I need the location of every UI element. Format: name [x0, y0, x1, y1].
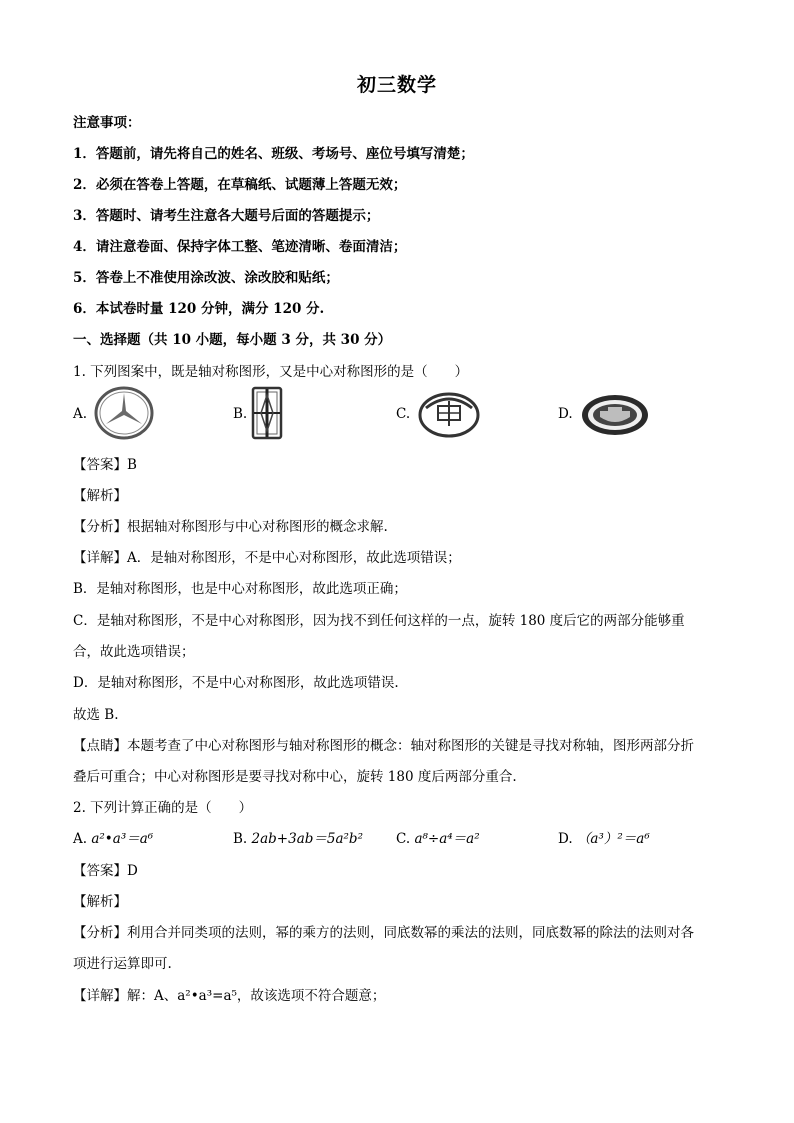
- great-wall-logo-icon: [580, 393, 650, 437]
- q1-analysis: 【分析】根据轴对称图形与中心对称图形的概念求解.: [73, 519, 388, 535]
- q2-option-a: [73, 827, 153, 847]
- q1-option-b-label: B.: [233, 406, 248, 422]
- q2-option-b-label: B.: [233, 831, 248, 847]
- q2-option-c-text: a⁸÷a⁴＝a²: [414, 831, 480, 847]
- notice-item-3: 3．答题时、请考生注意各大题号后面的答题提示；: [73, 208, 380, 224]
- notice-heading: 注意事项：: [73, 115, 141, 131]
- q1-detail-3b: 合，故此选项错误；: [73, 644, 195, 660]
- q2-option-a-label: A.: [73, 831, 88, 847]
- notice-item-4: 4．请注意卷面、保持字体工整、笔迹清晰、卷面清洁；: [73, 239, 407, 255]
- question-2-stem: 2. 下列计算正确的是（ ）: [73, 800, 253, 816]
- question-1-stem: 1. 下列图案中，既是轴对称图形，又是中心对称图形的是（ ）: [73, 364, 469, 380]
- q2-option-d-text: （a³）²＝a⁶: [576, 831, 650, 847]
- q2-option-c-label: C.: [396, 831, 411, 847]
- brilliance-logo-icon: [418, 392, 480, 438]
- q1-comment-b: 叠后可重合；中心对称图形是要寻找对称中心，旋转 180 度后两部分重合.: [73, 769, 517, 785]
- section-heading: 一、选择题（共 10 小题，每小题 3 分，共 30 分）: [73, 332, 392, 348]
- q2-option-a-text: a²•a³＝a⁶: [91, 831, 154, 847]
- q1-detail-4: D．是轴对称图形，不是中心对称图形，故此选项错误.: [73, 675, 399, 691]
- page-title: 初三数学: [356, 74, 437, 96]
- q1-option-a-label: A.: [73, 406, 88, 422]
- q2-analysis-b: 项进行运算即可.: [73, 956, 172, 972]
- notice-item-1: 1．答题前，请先将自己的姓名、班级、考场号、座位号填写清楚；: [73, 146, 474, 162]
- q1-detail-3a: C．是轴对称图形，不是中心对称图形，因为找不到任何这样的一点，旋转 180 度后它的两部分能够重: [73, 613, 685, 629]
- q2-option-d: [558, 827, 650, 847]
- notice-item-2: 2．必须在答卷上答题，在草稿纸、试题薄上答题无效；: [73, 177, 407, 193]
- q2-option-b: [233, 827, 363, 847]
- mercedes-logo-icon: [94, 386, 154, 440]
- q1-answer: 【答案】B: [73, 457, 137, 473]
- q2-option-c: [396, 827, 480, 847]
- q1-option-d-label: D.: [558, 406, 573, 422]
- q1-comment-a: 【点睛】本题考查了中心对称图形与轴对称图形的概念：轴对称图形的关键是寻找对称轴，图形两部分折: [73, 738, 694, 754]
- q2-option-d-label: D.: [558, 831, 573, 847]
- q1-detail-1: 【详解】A．是轴对称图形，不是中心对称图形，故此选项错误；: [73, 550, 461, 566]
- notice-item-5: 5．答卷上不准使用涂改波、涂改胶和贴纸；: [73, 270, 339, 286]
- lincoln-logo-icon: [250, 385, 284, 441]
- q2-answer: 【答案】D: [73, 863, 138, 879]
- q2-analysis-a: 【分析】利用合并同类项的法则，幂的乘方的法则，同底数幂的乘法的法则，同底数幂的除法的法则对各: [73, 925, 694, 941]
- notice-item-6: 6．本试卷时量 120 分钟，满分 120 分.: [73, 301, 325, 317]
- q1-option-c-label: C.: [396, 406, 411, 422]
- q1-detail-2: B．是轴对称图形，也是中心对称图形，故此选项正确；: [73, 581, 407, 597]
- q2-analysis-heading: 【解析】: [73, 894, 127, 910]
- q1-conclusion: 故选 B.: [73, 707, 119, 723]
- q2-detail-1: 【详解】解：A、a²•a³=a⁵，故该选项不符合题意；: [73, 988, 386, 1004]
- q1-analysis-heading: 【解析】: [73, 488, 127, 504]
- q2-option-b-text: 2ab+3ab＝5a²b²: [251, 831, 363, 847]
